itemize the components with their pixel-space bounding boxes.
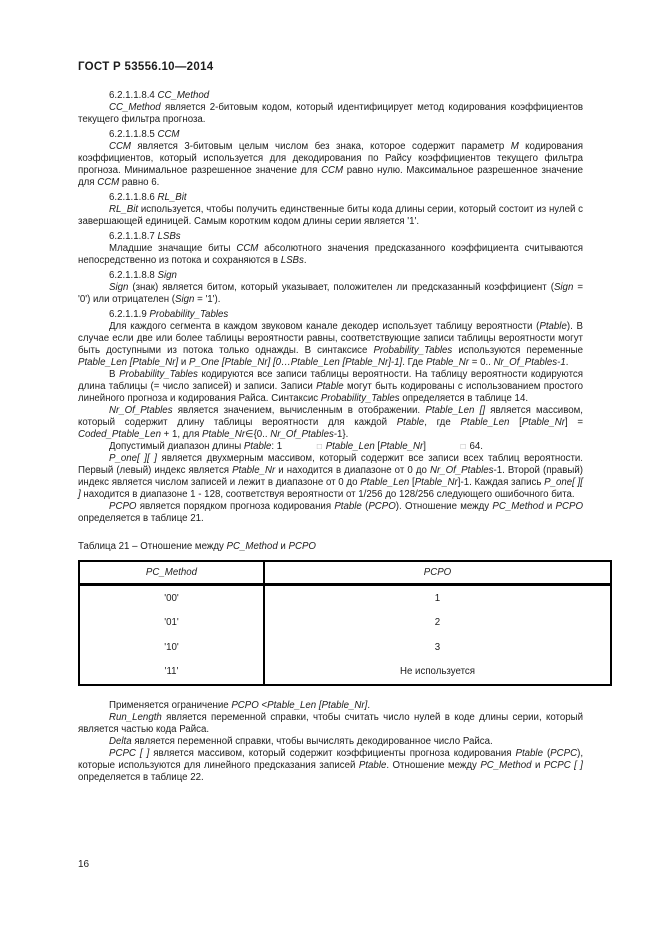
paragraph: ССМ является 3-битовым целым числом без знака, которое содержит параметр М кодирования коэффициентов, который используется для декодирования по Райсу коэффициентов текущего фильтра прогноза. Минимальное разрешенное значение для ССМ равно нулю. Максимальное разрешенное значение для ССМ равно 6. xyxy=(78,141,583,188)
table-row xyxy=(79,660,611,686)
table-cell: '11' xyxy=(79,660,264,686)
paragraph: В Probability_Tables кодируются все записи таблицы вероятности. На таблицу вероятности кодируются длина таблицы (= число записей) и записи. Записи Ptable могут быть кодированы с использованием простого линейного прогноза и кодирования Райса. Синтаксис Probability_Tables определяется в таблице 14. xyxy=(78,369,583,404)
table-header-cell-pcpo: PCPO xyxy=(264,561,611,585)
section-heading: 6.2.1.1.8.6 RL_Bit xyxy=(109,192,187,203)
paragraph: Младшие значащие биты ССМ абсолютного значения предсказанного коэффициента считываются непосредственно из потока и сохраняются в LSBs. xyxy=(78,243,583,266)
page-number: 16 xyxy=(78,859,90,870)
table-row xyxy=(79,611,611,636)
table-cell: Не используется xyxy=(399,666,475,678)
paragraph: RL_Bit используется, чтобы получить единственные биты кода длины серии, который состоит из нулей с завершающей единицей. Самым коротким кодом длины серии является '1'. xyxy=(78,204,583,227)
paragraph: Nr_Of_Ptables является значением, вычисленным в отображении. Ptable_Len [] является массивом, который содержит длину таблицы вероятности для каждой Ptable, где Ptable_Len [Ptable_Nr] = Coded_Ptable_Len + 1, для Ptable_Nr∈{0.. Nr_Of_Ptables-1}. xyxy=(78,405,583,440)
table-header-cell-pc-method: PC_Method xyxy=(79,561,264,585)
section-heading: 6.2.1.1.8.4 CC_Method xyxy=(109,90,210,101)
table-cell: '00' xyxy=(79,585,264,611)
paragraph: P_one[ ][ ] является двухмерным массивом, который содержит все записи всех таблиц вероятности. Первый (левый) индекс является Ptable_Nr и находится в диапазоне от 0 до Nr_Of_Ptables-1. Второй (правый) индекс является числом записей и лежит в диапазоне от 0 до Ptable_Len [Ptable_Nr]-1. Каждая запись P_one[ ][ ] находится в диапазоне 1 - 128, соответствуя вероятности от 1/256 до 128/256 следующего ошибочного бита. xyxy=(78,453,583,500)
table-cell: 3 xyxy=(434,641,441,653)
table-header-row xyxy=(79,561,611,585)
table-caption: Таблица 21 – Отношение между PC_Method и PCPO xyxy=(78,541,316,552)
table-21 xyxy=(78,560,612,686)
paragraph: Допустимый диапазон длины Ptable: 1 □ Ptable_Len [Ptable_Nr] □ 64. xyxy=(109,441,483,452)
table-21-body xyxy=(79,585,611,686)
paragraph: Для каждого сегмента в каждом звуковом канале декодер использует таблицу вероятности (Ptable). В случае если две или более таблицы вероятности равны, соответствующие записи таблицы вероятности могут быть доступными из потока только однажды. В синтаксисе Probability_Tables используются переменные Ptable_Len [Ptable_Nr] и P_One [Ptable_Nr] [0…Ptable_Len [Ptable_Nr]-1]. Где Ptable_Nr = 0.. Nr_Of_Ptables-1. xyxy=(78,321,583,368)
table-cell: '10' xyxy=(79,635,264,660)
section-heading: 6.2.1.1.9 Probability_Tables xyxy=(109,309,229,320)
paragraph: PCPO является порядком прогноза кодирования Ptable (PCPO). Отношение между PC_Method и PCPO определяется в таблице 21. xyxy=(78,501,583,524)
table-row xyxy=(79,635,611,660)
table-21-block xyxy=(78,541,612,686)
paragraph: PCPC [ ] является массивом, который содержит коэффициенты прогноза кодирования Ptable (PCPC), которые используются для линейного предсказания записей Ptable. Отношение между PC_Method и PCPC [ ] определяется в таблице 22. xyxy=(78,748,584,783)
paragraph: CC_Method является 2-битовым кодом, который идентифицирует метод кодирования коэффициентов текущего фильтра прогноза. xyxy=(78,102,583,125)
table-cell: '01' xyxy=(79,611,264,636)
document-body xyxy=(78,87,583,784)
section-heading: 6.2.1.1.8.8 Sign xyxy=(109,270,177,281)
section-heading: 6.2.1.1.8.5 ССМ xyxy=(109,129,180,140)
table-cell: 2 xyxy=(434,617,441,629)
body-text-top xyxy=(78,90,583,525)
table-row xyxy=(79,585,611,611)
paragraph: Sign (знак) является битом, который указывает, положителен ли предсказанный коэффициент (Sign = '0') или отрицателен (Sign = '1'). xyxy=(78,282,583,305)
table-cell: 1 xyxy=(434,592,441,604)
table-21-head xyxy=(79,561,611,585)
body-text-bottom xyxy=(78,700,583,784)
document-header: ГОСТ Р 53556.10—2014 xyxy=(78,61,214,73)
section-heading: 6.2.1.1.8.7 LSBs xyxy=(109,231,181,242)
paragraph: Run_Length является переменной справки, чтобы считать число нулей в коде длины серии, который является частью кода Райса. xyxy=(78,712,583,735)
paragraph: Применяется ограничение PCPO <Ptable_Len [Ptable_Nr]. xyxy=(109,700,371,711)
paragraph: Delta является переменной справки, чтобы вычислять декодированное число Райса. xyxy=(109,736,493,747)
